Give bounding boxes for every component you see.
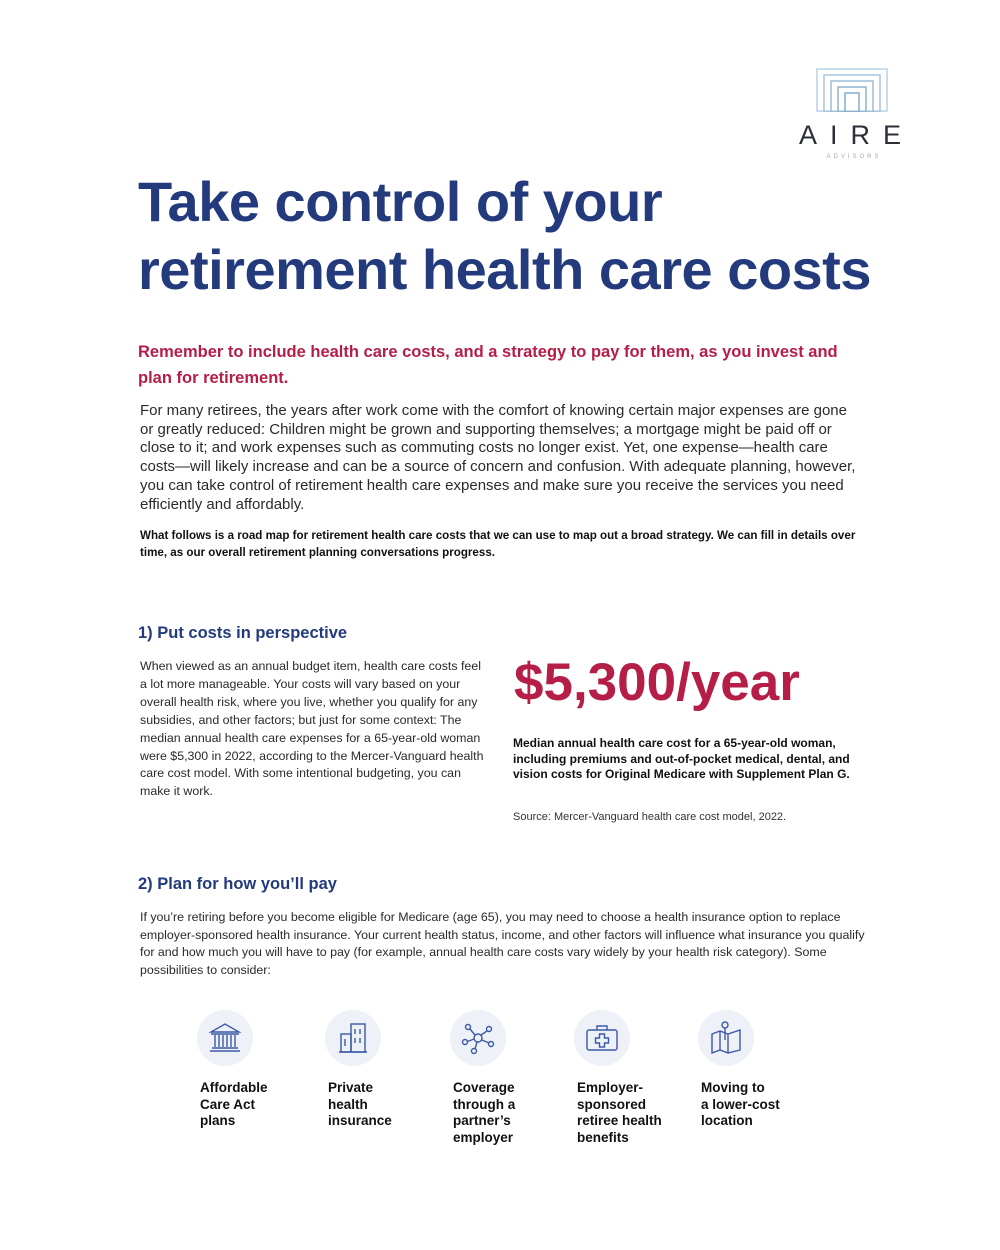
option-label: Moving to a lower-cost location — [701, 1080, 780, 1128]
option-private-health-insurance — [325, 1010, 435, 1130]
option-affordable-care-act — [197, 1010, 307, 1130]
logo-mark-icon — [816, 68, 888, 112]
intro-paragraph: For many retirees, the years after work come with the comfort of knowing certain major expenses are gone or greatly reduced: Children might be grown and supporting themselves; a mortgage might be paid off or close to it; and work expenses such as commuting costs no longer exist. Yet, one expense—health care costs—will likely increase and can be a source of concern and confusion. With adequate planning, however, you can take control of retirement health care expenses and make sure you receive the services you need efficiently and affordably. — [140, 402, 856, 513]
option-label: Private health insurance — [328, 1080, 392, 1128]
option-label: Coverage through a partner’s employer — [453, 1080, 516, 1145]
office-building-icon — [335, 1020, 371, 1056]
option-icon-circle — [698, 1010, 754, 1066]
cost-statistic: $5,300/year — [514, 653, 800, 712]
lead-paragraph: Remember to include health care costs, and a strategy to pay for them, as you invest and plan for retirement. — [138, 343, 838, 387]
section-1-heading: 1) Put costs in perspective — [138, 624, 348, 642]
government-building-icon — [207, 1020, 243, 1056]
medical-kit-icon — [584, 1020, 620, 1056]
section-1-body: When viewed as an annual budget item, health care costs feel a lot more manageable. Your costs will vary based on your overall health risk, where you live, whether you qualify for any subsidies, and other factors; but just for some context: The median annual health care expenses for a 65-year-old woman were $5,300 in 2022, according to the Mercer-Vanguard health care cost model. With some intentional budgeting, you can make it work. — [140, 659, 484, 799]
option-label: Employer- sponsored retiree health benefits — [577, 1080, 662, 1145]
option-label: Affordable Care Act plans — [200, 1080, 268, 1128]
option-icon-circle — [574, 1010, 630, 1066]
page-title: Take control of your retirement health care costs — [138, 170, 871, 301]
option-icon-circle — [197, 1010, 253, 1066]
map-pin-icon — [708, 1020, 744, 1056]
statistic-caption: Median annual health care cost for a 65-year-old woman, including premiums and out-of-pocket medical, dental, and vision costs for Original Medicare with Supplement Plan G. — [513, 736, 850, 781]
section-2-body: If you’re retiring before you become eligible for Medicare (age 65), you may need to choose a health insurance option to replace employer-sponsored health insurance. Your current health status, income, and other factors will influence what insurance you qualify for and how much you will have to pay (for example, annual health care costs vary widely by your health risk category). Some possibilities to consider: — [140, 910, 865, 977]
option-employer-retiree-benefits — [574, 1010, 684, 1146]
statistic-source: Source: Mercer-Vanguard health care cost model, 2022. — [513, 811, 787, 823]
option-icon-circle — [325, 1010, 381, 1066]
roadmap-paragraph: What follows is a road map for retirement health care costs that we can use to map out a broad strategy. We can fill in details over time, as our overall retirement planning conversations progress. — [140, 529, 856, 559]
option-lower-cost-location — [698, 1010, 808, 1130]
option-partners-employer — [450, 1010, 560, 1146]
option-icon-circle — [450, 1010, 506, 1066]
section-2-heading: 2) Plan for how you’ll pay — [138, 875, 337, 893]
logo-subtext: ADVISORS — [826, 154, 882, 160]
network-icon — [460, 1020, 496, 1056]
logo-wordmark: AIRE — [798, 120, 915, 150]
company-logo — [790, 68, 915, 168]
